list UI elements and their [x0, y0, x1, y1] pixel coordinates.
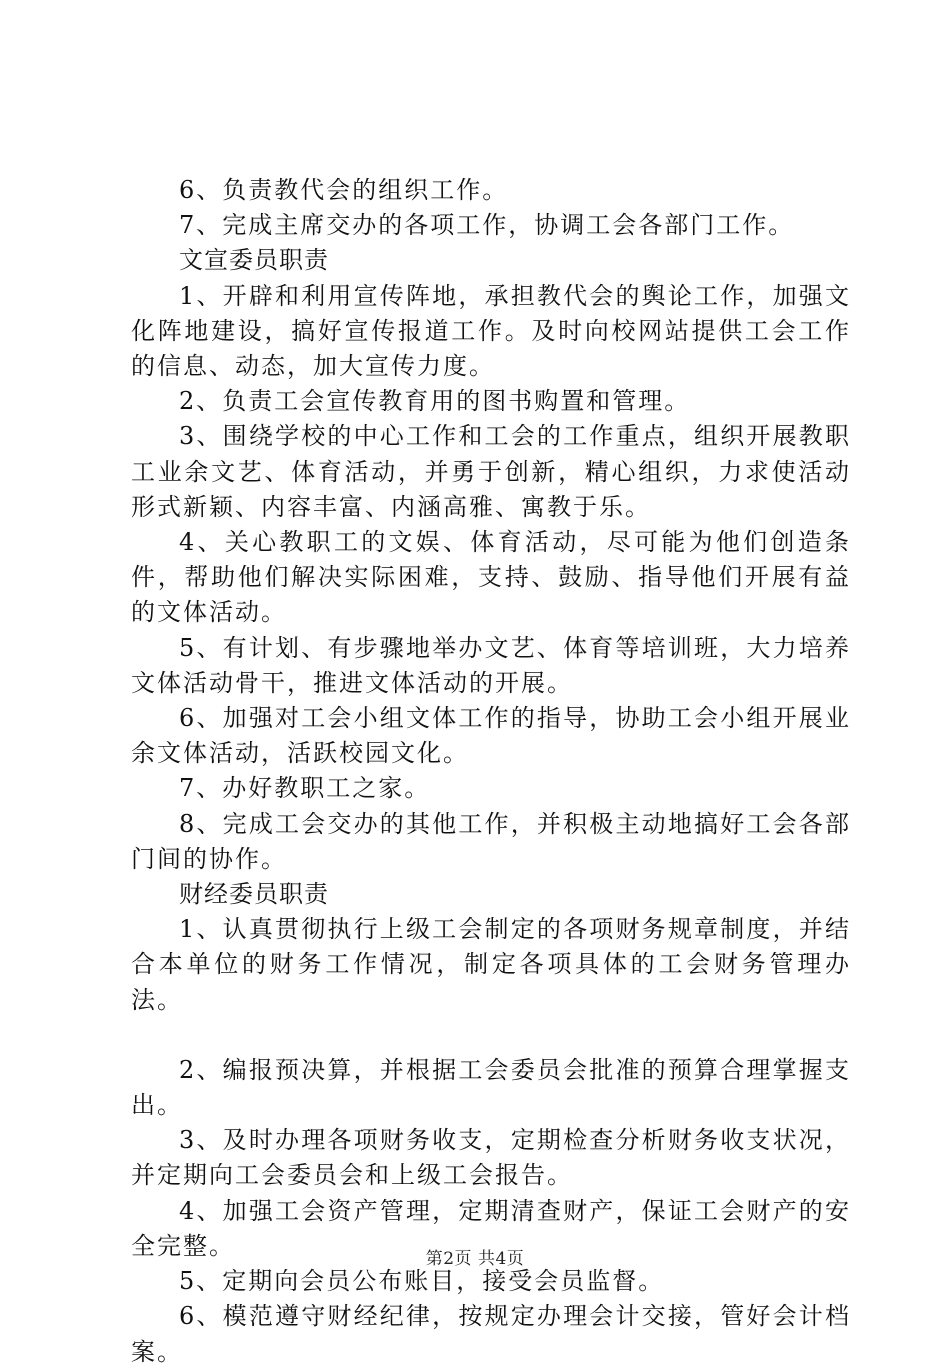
section-heading: 财经委员职责: [179, 880, 329, 909]
paragraph: 5、有计划、有步骤地举办文艺、体育等培训班，大力培养文体活动骨干，推进文体活动的开展。: [131, 633, 851, 697]
paragraph: 7、完成主席交办的各项工作，协调工会各部门工作。: [179, 211, 795, 240]
paragraph: 1、开辟和利用宣传阵地，承担教代会的舆论工作，加强文化阵地建设，搞好宣传报道工作。及时向校网站提供工会工作的信息、动态，加大宣传力度。: [131, 281, 851, 381]
paragraph: 6、负责教代会的组织工作。: [179, 176, 509, 204]
paragraph: 7、办好教职工之家。: [179, 774, 431, 803]
paragraph: 3、及时办理各项财务收支，定期检查分析财务收支状况，并定期向工会委员会和上级工会报告。: [131, 1126, 851, 1190]
paragraph: 3、围绕学校的中心工作和工会的工作重点，组织开展教职工业余文艺、体育活动，并勇于创新，精心组织，力求使活动形式新颖、内容丰富、内涵高雅、寓教于乐。: [131, 422, 851, 521]
paragraph: 6、模范遵守财经纪律，按规定办理会计交接，管好会计档案。: [131, 1302, 851, 1366]
paragraph: 5、定期向会员公布账目，接受会员监督。: [179, 1267, 665, 1296]
paragraph: 2、负责工会宣传教育用的图书购置和管理。: [179, 387, 691, 416]
paragraph: 8、完成工会交办的其他工作，并积极主动地搞好工会各部门间的协作。: [131, 809, 851, 873]
page-number-footer: 第2页 共4页: [425, 1249, 525, 1269]
paragraph: 6、加强对工会小组文体工作的指导，协助工会小组开展业余文体活动，活跃校园文化。: [131, 704, 851, 768]
paragraph: 2、编报预决算，并根据工会委员会批准的预算合理掌握支出。: [131, 1055, 851, 1120]
section-heading: 文宣委员职责: [179, 246, 329, 275]
paragraph: 4、加强工会资产管理，定期清查财产，保证工会财产的安全完整。: [131, 1196, 851, 1260]
blank-line: [131, 1018, 851, 1053]
paragraph: 4、关心教职工的文娱、体育活动，尽可能为他们创造条件，帮助他们解决实际困难，支持、鼓励、指导他们开展有益的文体活动。: [131, 528, 851, 627]
document-body: [131, 173, 851, 1370]
paragraph: 1、认真贯彻执行上级工会制定的各项财务规章制度，并结合本单位的财务工作情况，制定各项具体的工会财务管理办法。: [131, 915, 851, 1014]
